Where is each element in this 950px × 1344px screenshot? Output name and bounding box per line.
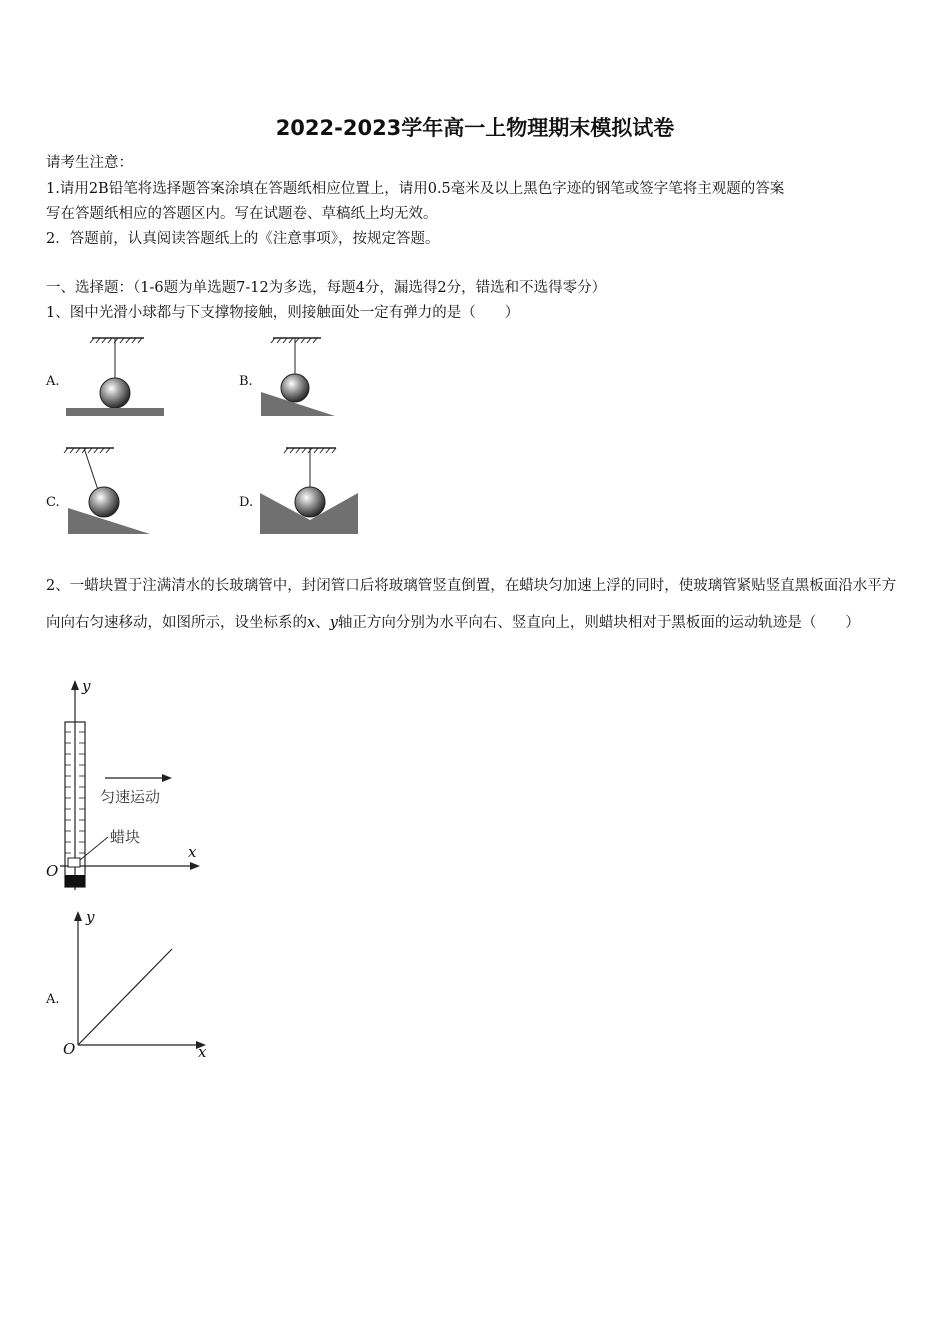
q1-stem: 1、图中光滑小球都与下支撑物接触，则接触面处一定有弹力的是（ ） (46, 305, 520, 321)
q2-var-y: y (329, 615, 338, 631)
notice-item-1-line-1: 1.请用2B铅笔将选择题答案涂填在答题纸相应位置上，请用0.5毫米及以上黑色字迹的钢笔或签字笔将主观题的答案 (46, 181, 785, 197)
q1-figure-c (62, 440, 162, 540)
q2-figure-motion-label: 匀速运动 (100, 788, 161, 806)
q1-option-b-label: B. (239, 374, 253, 389)
q2-separator: 、 (315, 615, 330, 631)
q1-figure-b (255, 330, 345, 420)
page-title: 2022-2023学年高一上物理期末模拟试卷 (275, 116, 675, 140)
q1-figure-d (258, 440, 363, 540)
notice-item-1-line-2: 写在答题纸相应的答题区内。写在试题卷、草稿纸上均无效。 (46, 206, 438, 222)
q2-stem-part-2: 轴正方向分别为水平向右、竖直向上，则蜡块相对于黑板面的运动轨迹是（ ） (337, 615, 860, 631)
q2-stem-part-1: 2、一蜡块置于注满清水的长玻璃管中，封闭管口后将玻璃管竖直倒置，在蜡块匀加速上浮的同时，使玻璃管紧贴竖直黑板面沿水平方向向右匀速移动，如图所示，设坐标系的 (46, 578, 897, 631)
notice-item-2: 2．答题前，认真阅读答题纸上的《注意事项》，按规定答题。 (46, 231, 440, 247)
q2-figure-origin: O (46, 862, 59, 880)
q1-option-d-label: D. (239, 495, 254, 510)
q2-figure-block-label: 蜡块 (110, 828, 141, 846)
q2-stem (46, 568, 908, 642)
q2-tube-figure (40, 675, 220, 895)
q2-option-a-label: A. (46, 992, 60, 1007)
q2-option-a-axis-x: x (198, 1043, 207, 1061)
q2-figure-axis-x: x (188, 843, 197, 861)
q1-figure-a (60, 330, 170, 420)
q2-option-a-graph (60, 905, 220, 1065)
q2-option-a-origin: O (63, 1040, 76, 1058)
q2-var-x: x (307, 615, 316, 631)
q2-option-a-axis-y: y (86, 908, 95, 926)
notice-heading: 请考生注意： (46, 155, 133, 171)
q1-option-c-label: C. (46, 495, 60, 510)
section-1-heading: 一、选择题：（1-6题为单选题7-12为多选，每题4分，漏选得2分，错选和不选得零分） (46, 280, 607, 296)
q2-figure-axis-y: y (82, 677, 91, 695)
q1-option-a-label: A. (46, 374, 60, 389)
